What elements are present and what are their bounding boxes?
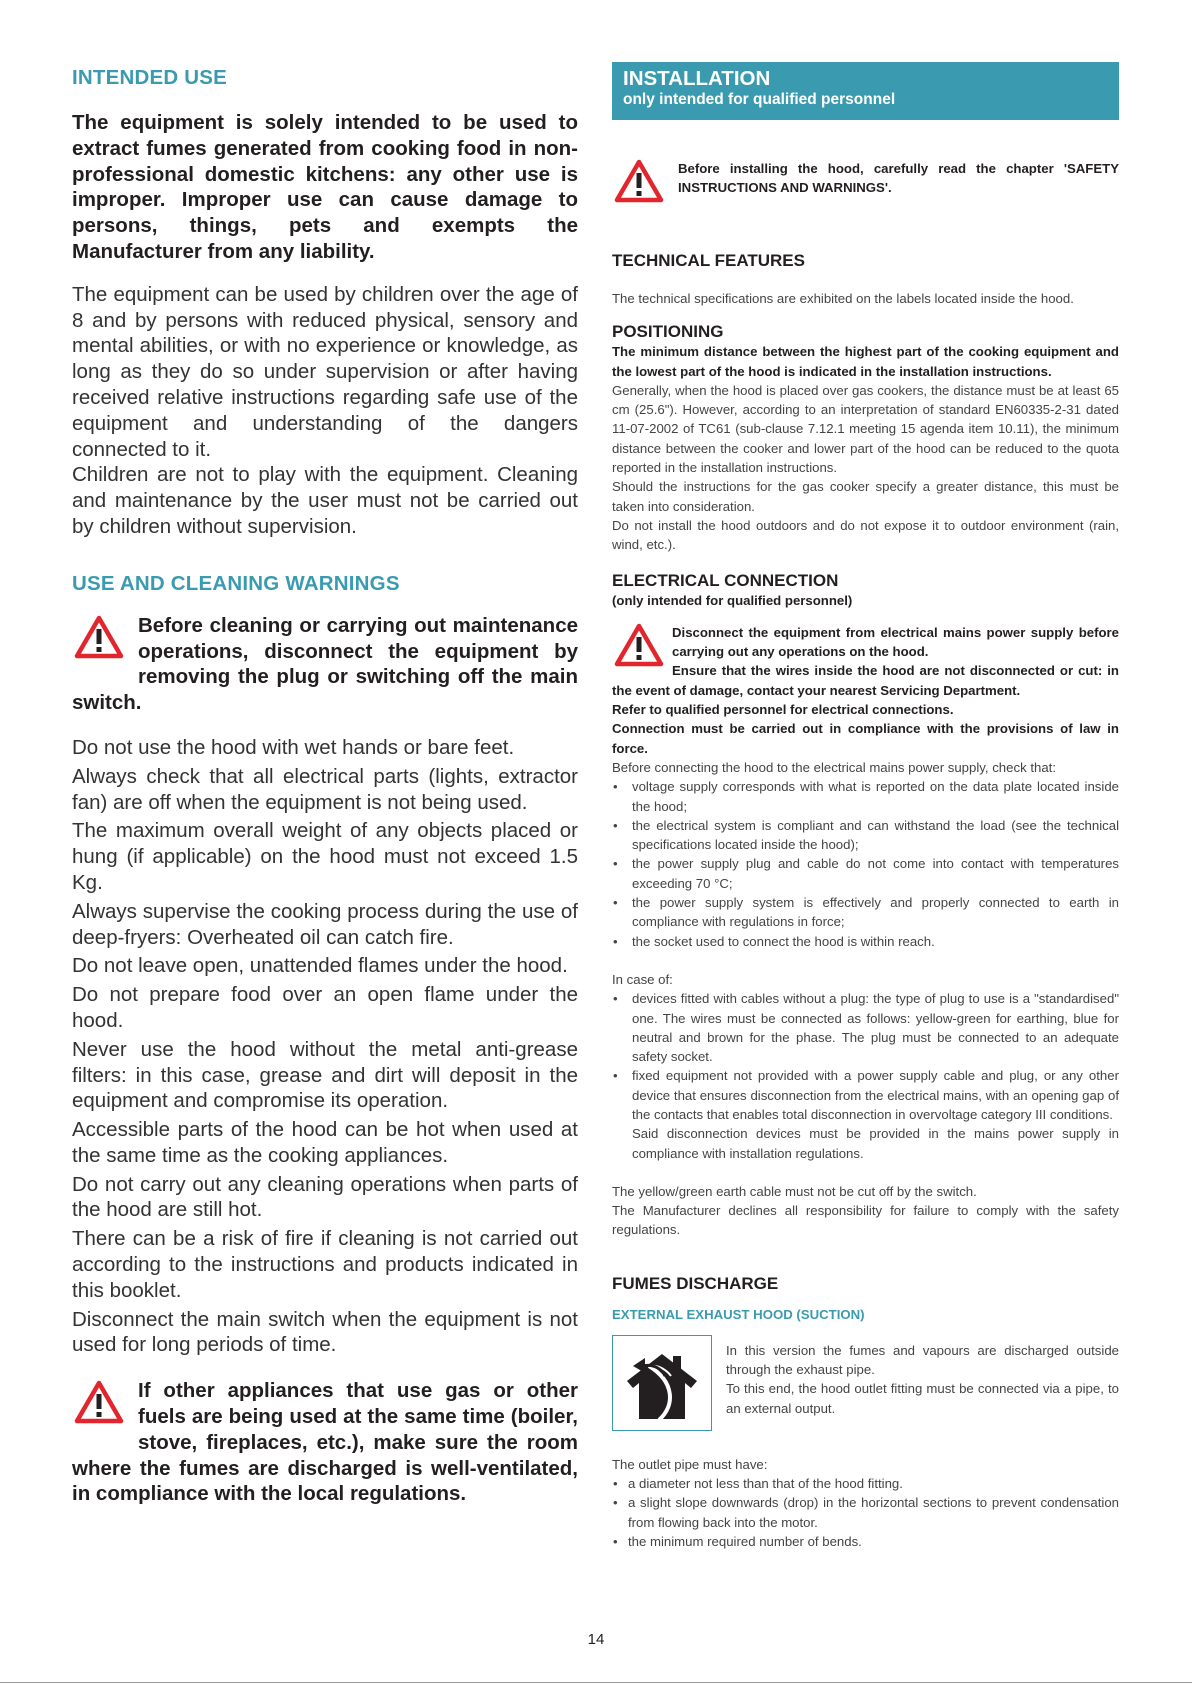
- list-item: • fixed equipment not provided with a power supply cable and plug, or any other device that ensures disconnection from the electrical mains, with an opening gap of the contacts that enables total disconnection in overvoltage category III conditions.: [613, 1068, 1119, 1122]
- electrical-warning-b: Ensure that the wires inside the hood are not disconnected or cut: in the event of damage, contact your nearest Servicing Department.: [612, 663, 1119, 698]
- warning-gas: [72, 1378, 578, 1507]
- warning-triangle-icon: [74, 615, 124, 666]
- warning-triangle-icon: [74, 1380, 124, 1431]
- warning-para: Do not carry out any cleaning operations when parts of the hood are still hot.: [72, 1172, 578, 1222]
- note-earth: The yellow/green earth cable must not be cut off by the switch.: [612, 1183, 977, 1199]
- right-column: [612, 62, 1119, 1551]
- electrical-warning: [612, 623, 1119, 758]
- warning-para: The maximum overall weight of any objects placed or hung (if applicable) on the hood must not exceed 1.5 Kg.: [72, 819, 578, 894]
- installation-header: [612, 62, 1119, 120]
- list-item: • a slight slope downwards (drop) in the horizontal sections to prevent condensation from flowing back into the motor.: [613, 1495, 1119, 1530]
- case-intro: In case of:: [612, 971, 673, 987]
- list-item: • the minimum required number of bends.: [613, 1533, 862, 1549]
- intended-use-p1: The equipment can be used by children over the age of 8 and by persons with reduced physical, sensory and mental abilities, or with no experience or knowledge, as long as they do so under supervision or after having received relative instructions regarding safe use of the equipment and understanding of the dangers connected to it.: [72, 282, 578, 461]
- list-item: • the electrical system is compliant and can withstand the load (see the technical specifications located inside the hood);: [613, 817, 1119, 853]
- technical-title: TECHNICAL FEATURES: [612, 251, 805, 270]
- electrical-intro: Before connecting the hood to the electrical mains power supply, check that:: [612, 759, 1056, 775]
- warning-para: Always supervise the cooking process during the use of deep-fryers: Overheated oil can catch fire.: [72, 899, 578, 949]
- warning-clean: [72, 613, 578, 716]
- exhaust-p1: In this version the fumes and vapours are discharged outside through the exhaust pipe.: [726, 1342, 1119, 1378]
- exhaust-block: [612, 1335, 1119, 1433]
- intended-use-body: [72, 282, 578, 540]
- installation-title: INSTALLATION: [623, 67, 771, 90]
- warning-triangle-icon: [614, 623, 664, 672]
- exhaust-text: [726, 1341, 1119, 1418]
- warning-clean-text: Before cleaning or carrying out maintenance operations, disconnect the equipment by removing the plug or switching off the main switch.: [72, 613, 578, 715]
- note-manufacturer: The Manufacturer declines all responsibility for failure to comply with the safety regulations.: [612, 1203, 1119, 1238]
- positioning-bold: The minimum distance between the highest part of the cooking equipment and the lowest part of the hood is indicated in the installation instructions.: [612, 344, 1119, 379]
- positioning-p1: Generally, when the hood is placed over gas cookers, the distance must be at least 65 cm (25.6"). However, according to an interpretation of standard EN60335-2-31 dated 11-07-2002 of TC61 (sub-clause 7.12.1 meeting 15 agenda item 10.11), the minimum distance between the cooker and lower part of the hood can be reduced to the quota reported in the installation instructions.: [612, 382, 1119, 476]
- list-item: • the power supply plug and cable do not come into contact with temperatures exceeding 70 °C;: [613, 856, 1119, 891]
- fumes-title: FUMES DISCHARGE: [612, 1273, 779, 1293]
- warning-para: Disconnect the main switch when the equipment is not used for long periods of time.: [72, 1307, 578, 1357]
- electrical-warning-d: Connection must be carried out in compliance with the provisions of law in force.: [612, 721, 1119, 756]
- fumes-subtitle: EXTERNAL EXHAUST HOOD (SUCTION): [612, 1306, 865, 1322]
- electrical-title: ELECTRICAL CONNECTION: [612, 570, 839, 590]
- warnings-list: [72, 735, 578, 1358]
- page-number: 14: [587, 1631, 605, 1648]
- electrical-warning-a: Disconnect the equipment from electrical mains power supply before carrying out any operations on the hood.: [672, 624, 1119, 660]
- electrical-subtitle: (only intended for qualified personnel): [612, 592, 853, 608]
- positioning-p2: Should the instructions for the gas cooker specify a greater distance, this must be taken into consideration.: [612, 479, 1119, 514]
- warnings-title: USE AND CLEANING WARNINGS: [72, 571, 400, 595]
- warning-gas-text: If other appliances that use gas or other fuels are being used at the same time (boiler, stove, fireplaces, etc.), make sure the room where the fumes are discharged is well-ventilated, in compliance with the local regulations.: [72, 1379, 578, 1506]
- intended-use-p2: Children are not to play with the equipment. Cleaning and maintenance by the user must not be carried out by children without supervision.: [72, 463, 578, 538]
- installation-subtitle: only intended for qualified personnel: [623, 91, 896, 108]
- electrical-checks: [612, 777, 1119, 951]
- warning-triangle-icon: [614, 159, 664, 208]
- list-item: • a diameter not less than that of the hood fitting.: [613, 1476, 903, 1492]
- left-column: [72, 66, 578, 1507]
- intended-use-lead: The equipment is solely intended to be used to extract fumes generated from cooking food in non-professional domestic kitchens: any other use is improper. Improper use can cause damage to persons, things, pets and exempts the Manufacturer from any liability.: [72, 111, 578, 263]
- list-item: • voltage supply corresponds with what is reported on the data plate located inside the hood;: [613, 779, 1119, 814]
- pipe-intro: The outlet pipe must have:: [612, 1456, 768, 1472]
- house-exhaust-icon: [612, 1335, 712, 1431]
- footer-rule: [0, 1682, 1192, 1683]
- warning-para: Do not use the hood with wet hands or bare feet.: [72, 735, 515, 759]
- install-warning-text: Before installing the hood, carefully read the chapter 'SAFETY INSTRUCTIONS AND WARNINGS'.: [678, 161, 1119, 196]
- warning-para: There can be a risk of fire if cleaning is not carried out according to the instructions and products indicated in this booklet.: [72, 1227, 578, 1302]
- warning-para: Accessible parts of the hood can be hot when used at the same time as the cooking appliances.: [72, 1118, 578, 1167]
- electrical-warning-c: Refer to qualified personnel for electrical connections.: [612, 702, 954, 718]
- warning-para: Never use the hood without the metal anti-grease filters: in this case, grease and dirt will deposit in the equipment and compromise its operation.: [72, 1037, 578, 1113]
- case-extra: Said disconnection devices must be provided in the mains power supply in compliance with installation regulations.: [632, 1126, 1119, 1161]
- install-warning: [612, 159, 1119, 207]
- warning-para: Always check that all electrical parts (lights, extractor fan) are off when the equipment is not being used.: [72, 764, 578, 814]
- positioning-title: POSITIONING: [612, 322, 724, 342]
- technical-text: The technical specifications are exhibited on the labels located inside the hood.: [612, 291, 1074, 306]
- pipe-list: [612, 1474, 1119, 1551]
- intended-use-title: INTENDED USE: [72, 66, 228, 89]
- list-item: • the socket used to connect the hood is within reach.: [613, 933, 935, 949]
- list-item: • the power supply system is effectively and properly connected to earth in compliance with regulations in force;: [613, 895, 1119, 930]
- electrical-cases: [612, 989, 1119, 1163]
- list-item: • devices fitted with cables without a plug: the type of plug to use is a "standardised" one. The wires must be connected as follows: yellow-green for earthing, blue for neutral and brown for the phase. The plug must be connected to an adequate safety socket.: [613, 991, 1119, 1065]
- positioning-p3: Do not install the hood outdoors and do not expose it to outdoor environment (rain, wind, etc.).: [612, 517, 1119, 553]
- warning-para: Do not prepare food over an open flame under the hood.: [72, 983, 578, 1032]
- exhaust-p2: To this end, the hood outlet fitting must be connected via a pipe, to an external output.: [726, 1381, 1119, 1416]
- warning-para: Do not leave open, unattended flames under the hood.: [72, 954, 568, 978]
